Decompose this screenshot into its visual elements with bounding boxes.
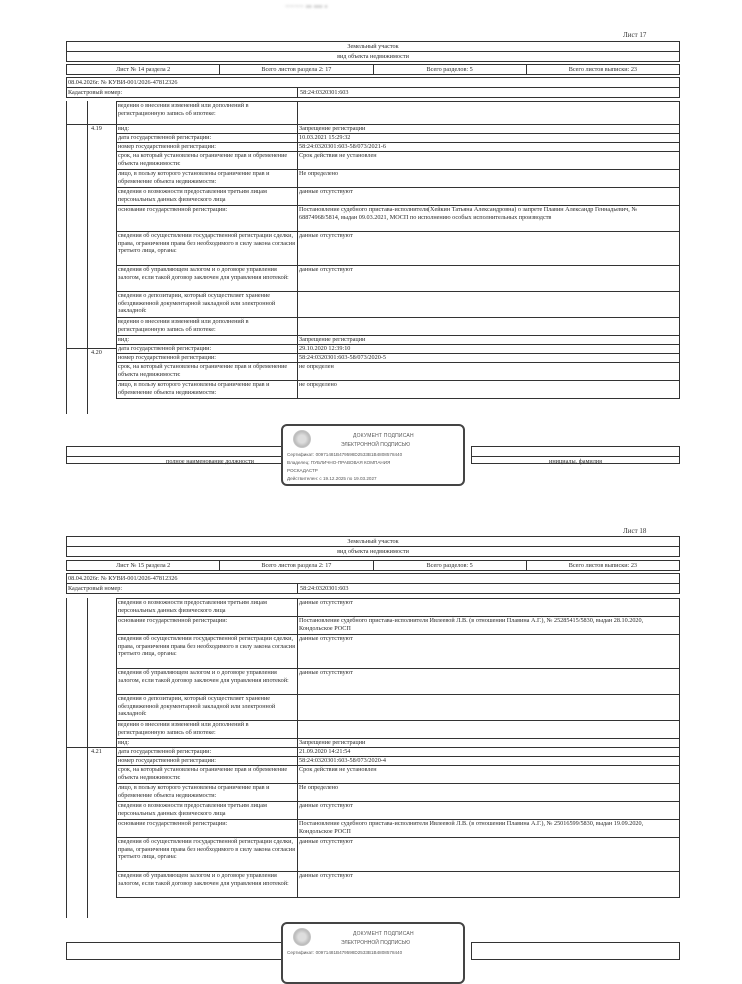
- field-label: срок, на который установлены ограничение прав и обременение объекта недвижимости:: [117, 766, 298, 784]
- field-value: [298, 318, 680, 336]
- field-value: Запрещение регистрации: [298, 336, 680, 345]
- total-sections: Всего разделов: 5: [374, 561, 527, 570]
- field-label: дата государственной регистрации:: [117, 748, 298, 757]
- field-value: 58:24:0320301:603-58/073/2020-5: [298, 354, 680, 363]
- name-caption: инициалы, фамилия: [472, 456, 679, 466]
- field-label: номер государственной регистрации:: [117, 143, 298, 152]
- left-border: [66, 101, 67, 414]
- total-sheets-extract: Всего листов выписки: 23: [568, 66, 638, 73]
- field-value: Не определено: [298, 170, 680, 188]
- field-label: лицо, в пользу которого установлены ограничение прав и обременение объекта недвижимости:: [117, 784, 298, 802]
- field-label: лицо, в пользу которого установлены ограничение прав и обременение объекта недвижимости:: [117, 381, 298, 399]
- entry-number: 4.19: [91, 125, 102, 132]
- stamp-subtitle: ЭЛЕКТРОННОЙ ПОДПИСЬЮ: [341, 442, 411, 448]
- field-label: сведения об управляющем залогом и о договоре управления залогом, если такой договор заключен для управления ипотекой:: [117, 872, 298, 898]
- field-value: 58:24:0320301:603-58/073/2021-6: [298, 143, 680, 152]
- object-type: Земельный участок: [66, 41, 680, 52]
- object-type-caption: вид объекта недвижимости: [66, 51, 680, 62]
- field-label: сведения о депозитарии, который осуществляет хранение обездвиженной документарной закладной или электронной закладной:: [117, 695, 298, 721]
- sheet-number: Лист 18: [623, 527, 647, 535]
- field-value: 29.10.2020 12:39:10: [298, 345, 680, 354]
- field-label: основание государственной регистрации:: [117, 820, 298, 838]
- total-sheets-section: Всего листов раздела 2: 17: [220, 561, 373, 570]
- field-label: срок, на который установлены ограничение прав и обременение объекта недвижимости:: [117, 152, 298, 170]
- field-label: срок, на который установлены ограничение прав и обременение объекта недвижимости:: [117, 363, 298, 381]
- field-label: сведения о возможности предоставления третьим лицам персональных данных физического лица: [117, 188, 298, 206]
- emblem-icon: [293, 928, 311, 946]
- field-label: сведения о возможности предоставления третьим лицам персональных данных физического лица: [117, 802, 298, 820]
- extract-id: 08.04.2026г. № КУВИ-001/2026-47812326: [68, 575, 178, 582]
- field-value: данные отсутствуют: [298, 599, 680, 617]
- field-value: Срок действия не установлен: [298, 766, 680, 784]
- encumbrance-table: [116, 101, 680, 399]
- left-border: [66, 598, 67, 918]
- section-sheet: Лист № 14 раздела 2: [67, 65, 220, 74]
- field-label: вид:: [117, 336, 298, 345]
- field-label: основание государственной регистрации:: [117, 617, 298, 635]
- field-label: номер государственной регистрации:: [117, 354, 298, 363]
- sheet-number: Лист 17: [623, 31, 647, 39]
- field-value: данные отсутствуют: [298, 838, 680, 872]
- stamp-validity: Действителен: с 19.12.2025 по 19.03.2027: [287, 476, 377, 481]
- field-label: вид:: [117, 739, 298, 748]
- field-value: не определен: [298, 363, 680, 381]
- object-type: Земельный участок: [66, 536, 680, 547]
- field-label: сведения об управляющем залогом и о договоре управления залогом, если такой договор заключен для управления ипотекой:: [117, 669, 298, 695]
- total-sheets-extract: Всего листов выписки: 23: [568, 562, 638, 569]
- field-value: 21.09.2020 14:21:54: [298, 748, 680, 757]
- cadastral-value: 58:24:0320301:603: [297, 88, 348, 97]
- emblem-icon: [293, 430, 311, 448]
- encumbrance-table: [116, 598, 680, 898]
- cadastral-value: 58:24:0320301:603: [297, 584, 348, 593]
- field-value: данные отсутствуют: [298, 669, 680, 695]
- cadastral-label: Кадастровый номер:: [68, 585, 123, 592]
- field-label: ведения о внесении изменений или дополнений в регистрационную запись об ипотеке:: [117, 721, 298, 739]
- field-label: дата государственной регистрации:: [117, 345, 298, 354]
- extract-id: 08.04.2026г. № КУВИ-001/2026-47812326: [68, 79, 178, 86]
- stamp-subtitle: ЭЛЕКТРОННОЙ ПОДПИСЬЮ: [341, 940, 411, 946]
- name-cell: [471, 446, 680, 464]
- field-value: [298, 292, 680, 318]
- section-sheet: Лист № 15 раздела 2: [67, 561, 220, 570]
- position-caption: полное наименование должности: [67, 456, 353, 466]
- field-value: Запрещение регистрации: [298, 739, 680, 748]
- field-value: данные отсутствуют: [298, 188, 680, 206]
- field-label: основание государственной регистрации:: [117, 206, 298, 232]
- field-value: 10.03.2021 15:29:32: [298, 134, 680, 143]
- field-value: данные отсутствуют: [298, 872, 680, 898]
- field-label: сведения об осуществлении государственной регистрации сделки, права, ограничения права без необходимого в силу закона согласия третьего лица, органа:: [117, 232, 298, 266]
- field-value: 58:24:0320301:603-58/073/2020-4: [298, 757, 680, 766]
- field-value: Не определено: [298, 784, 680, 802]
- field-value: данные отсутствуют: [298, 802, 680, 820]
- field-value: [298, 721, 680, 739]
- field-label: сведения об управляющем залогом и о договоре управления залогом, если такой договор заключен для управления ипотекой:: [117, 266, 298, 292]
- stamp-owner-name: РОСКАДАСТР: [287, 468, 318, 473]
- stamp-certificate: Сертификат: 00971481B479598D2533B1B4808578440: [287, 452, 403, 457]
- field-label: дата государственной регистрации:: [117, 134, 298, 143]
- field-label: сведения о депозитарии, который осуществляет хранение обездвиженной документарной закладной или электронной закладной:: [117, 292, 298, 318]
- object-type-caption: вид объекта недвижимости: [66, 546, 680, 557]
- field-label: номер государственной регистрации:: [117, 757, 298, 766]
- electronic-signature-stamp: [281, 922, 465, 984]
- field-value: данные отсутствуют: [298, 266, 680, 292]
- field-label: вид:: [117, 125, 298, 134]
- field-value: [298, 695, 680, 721]
- field-value: данные отсутствуют: [298, 635, 680, 669]
- field-label: сведения об осуществлении государственной регистрации сделки, права, ограничения права без необходимого в силу закона согласия третьего лица, органа:: [117, 838, 298, 872]
- num-column-border: [87, 101, 88, 414]
- total-sections: Всего разделов: 5: [374, 65, 527, 74]
- stamp-title: ДОКУМЕНТ ПОДПИСАН: [353, 433, 414, 439]
- stamp-certificate: Сертификат: 00971481B479598D2533B1B4808578440: [287, 950, 403, 955]
- scan-artifact: ~~~~ ▪▪ ▪▪▪ ▪: [285, 2, 328, 11]
- field-label: сведения о возможности предоставления третьим лицам персональных данных физического лица: [117, 599, 298, 617]
- field-value: Запрещение регистрации: [298, 125, 680, 134]
- field-value: [298, 102, 680, 125]
- stamp-owner: Владелец: ПУБЛИЧНО-ПРАВОВАЯ КОМПАНИЯ: [287, 460, 391, 465]
- sheet-info-row: [66, 560, 680, 571]
- name-cell: [471, 942, 680, 960]
- entry-number: 4.21: [91, 748, 102, 755]
- extract-meta: [66, 77, 680, 98]
- sheet-info-row: [66, 64, 680, 75]
- field-value: Постановление судебного пристава-исполнителя Ивлеевой Л.В. (в отношении Плавина А.Г.), № 25016599/5830, выдан 19.09.2020, Кондольское РОСП: [298, 820, 680, 838]
- field-value: не определено: [298, 381, 680, 399]
- electronic-signature-stamp: [281, 424, 465, 486]
- field-value: Постановление судебного пристава-исполнителя(Хейкин Татьяна Александровна) о запрете Плавин Александр Геннадьевич, № 68874968/5814, выдан 09.03.2021, МОСП по исполнению особых исполнительных производств: [298, 206, 680, 232]
- cadastral-label: Кадастровый номер:: [68, 89, 123, 96]
- field-value: Срок действия не установлен: [298, 152, 680, 170]
- total-sheets-section: Всего листов раздела 2: 17: [220, 65, 373, 74]
- num-column-border: [87, 598, 88, 918]
- stamp-title: ДОКУМЕНТ ПОДПИСАН: [353, 931, 414, 937]
- field-label: лицо, в пользу которого установлены ограничение прав и обременение объекта недвижимости:: [117, 170, 298, 188]
- field-label: ведения о внесении изменений или дополнений в регистрационную запись об ипотеке:: [117, 318, 298, 336]
- entry-number: 4.20: [91, 349, 102, 356]
- field-label: ведения о внесении изменений или дополнений в регистрационную запись об ипотеке:: [117, 102, 298, 125]
- extract-meta: [66, 573, 680, 594]
- field-label: сведения об осуществлении государственной регистрации сделки, права, ограничения права без необходимого в силу закона согласия третьего лица, органа:: [117, 635, 298, 669]
- field-value: Постановление судебного пристава-исполнителя Ивлеевой Л.В. (в отношении Плавина А.Г.), № 25285415/5830, выдан 28.10.2020, Кондольское РОСП: [298, 617, 680, 635]
- field-value: данные отсутствуют: [298, 232, 680, 266]
